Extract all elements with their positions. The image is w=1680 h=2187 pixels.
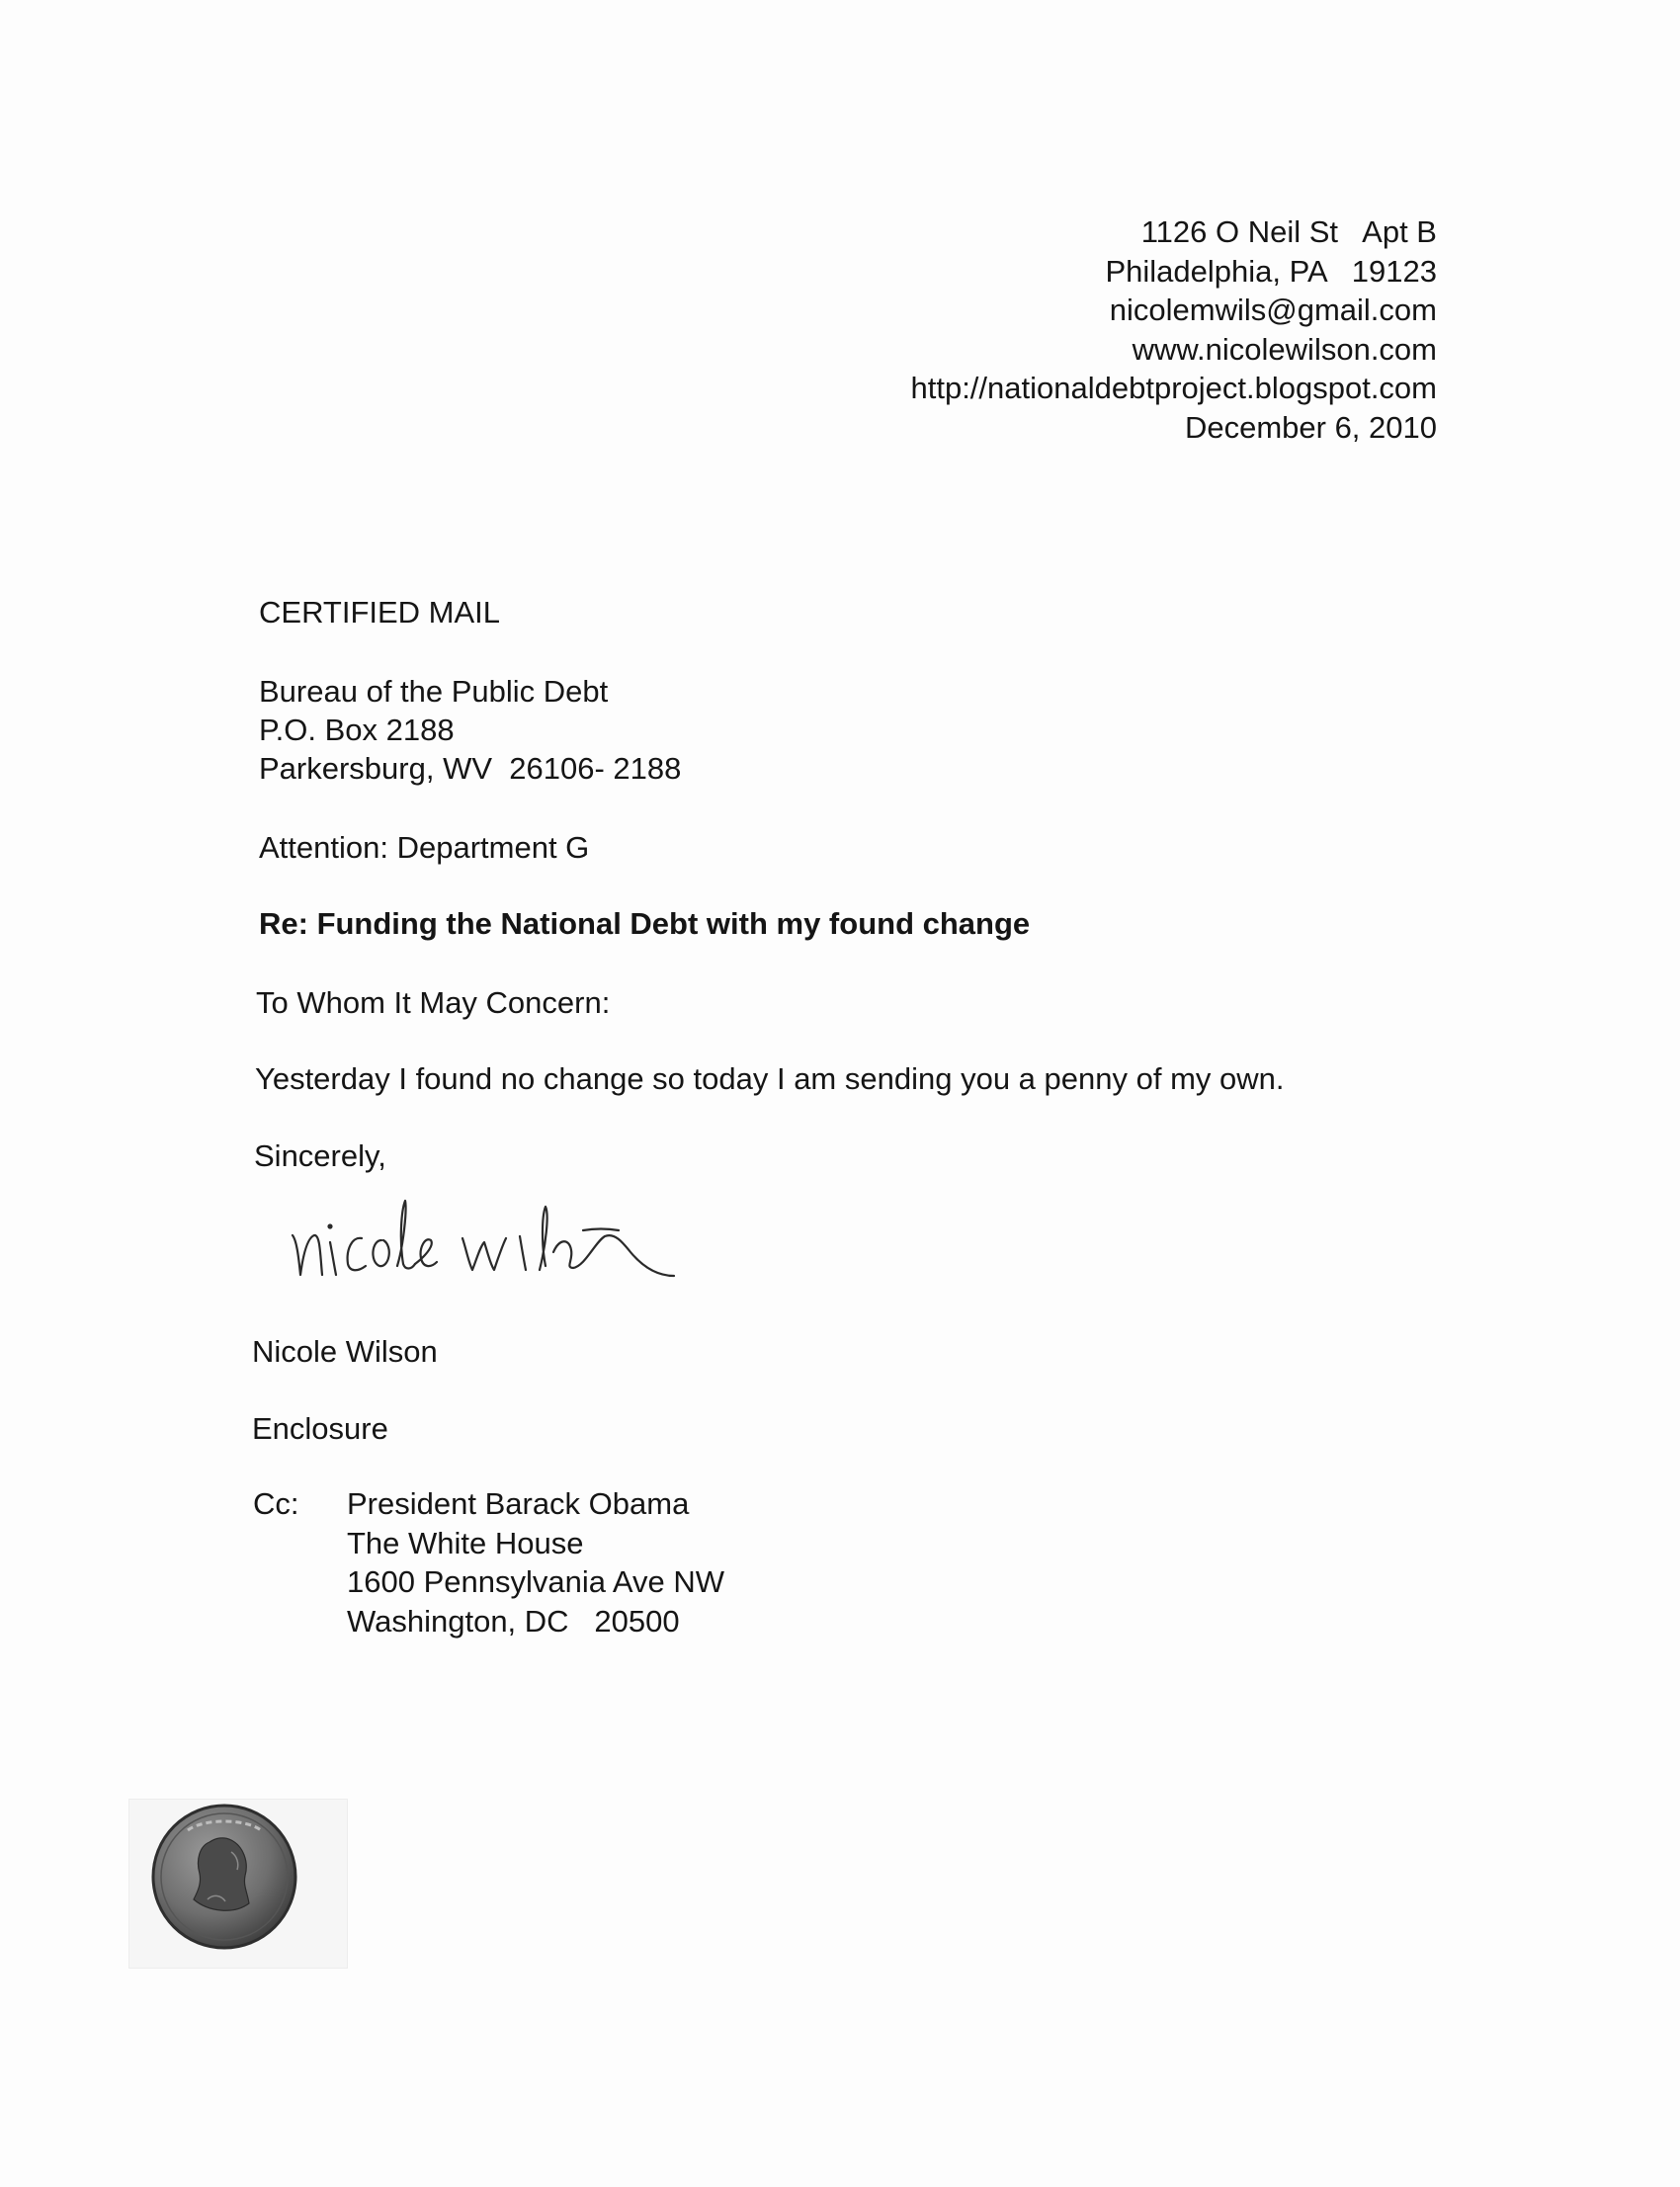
recipient-address-block — [259, 672, 681, 788]
signer-name: Nicole Wilson — [252, 1334, 438, 1369]
letter-body: Yesterday I found no change so today I am sending you a penny of my own. — [255, 1061, 1285, 1096]
recipient-box: P.O. Box 2188 — [259, 713, 455, 747]
salutation: To Whom It May Concern: — [256, 985, 611, 1020]
sender-city: Philadelphia, PA 19123 — [1105, 253, 1437, 289]
recipient-org: Bureau of the Public Debt — [259, 674, 609, 709]
cc-label: Cc: — [253, 1486, 299, 1521]
penny-icon — [148, 1801, 300, 1953]
sender-email: nicolemwils@gmail.com — [1109, 293, 1437, 327]
cc-line-3: 1600 Pennsylvania Ave NW — [347, 1564, 724, 1599]
cc-line-1: President Barack Obama — [347, 1486, 690, 1521]
enclosure-note: Enclosure — [252, 1411, 388, 1446]
subject-line: Re: Funding the National Debt with my found change — [259, 906, 1031, 941]
sender-website: www.nicolewilson.com — [1132, 331, 1437, 367]
closing: Sincerely, — [254, 1138, 386, 1173]
letter-date: December 6, 2010 — [1184, 409, 1437, 445]
cc-line-4: Washington, DC 20500 — [347, 1603, 680, 1639]
delivery-method: CERTIFIED MAIL — [259, 595, 501, 630]
sender-street: 1126 O Neil St Apt B — [1140, 214, 1437, 249]
handwritten-signature — [287, 1181, 840, 1300]
cc-line-2: The White House — [347, 1525, 584, 1560]
signature-drawing — [287, 1181, 840, 1300]
recipient-city: Parkersburg, WV 26106- 2188 — [259, 751, 682, 786]
attention-line: Attention: Department G — [259, 830, 590, 865]
cc-address-block — [347, 1484, 724, 1640]
sender-blog: http://nationaldebtproject.blogspot.com — [910, 371, 1437, 405]
signature-strokes — [293, 1201, 674, 1276]
penny-coin — [148, 1801, 300, 1953]
sender-address-block — [910, 212, 1437, 447]
